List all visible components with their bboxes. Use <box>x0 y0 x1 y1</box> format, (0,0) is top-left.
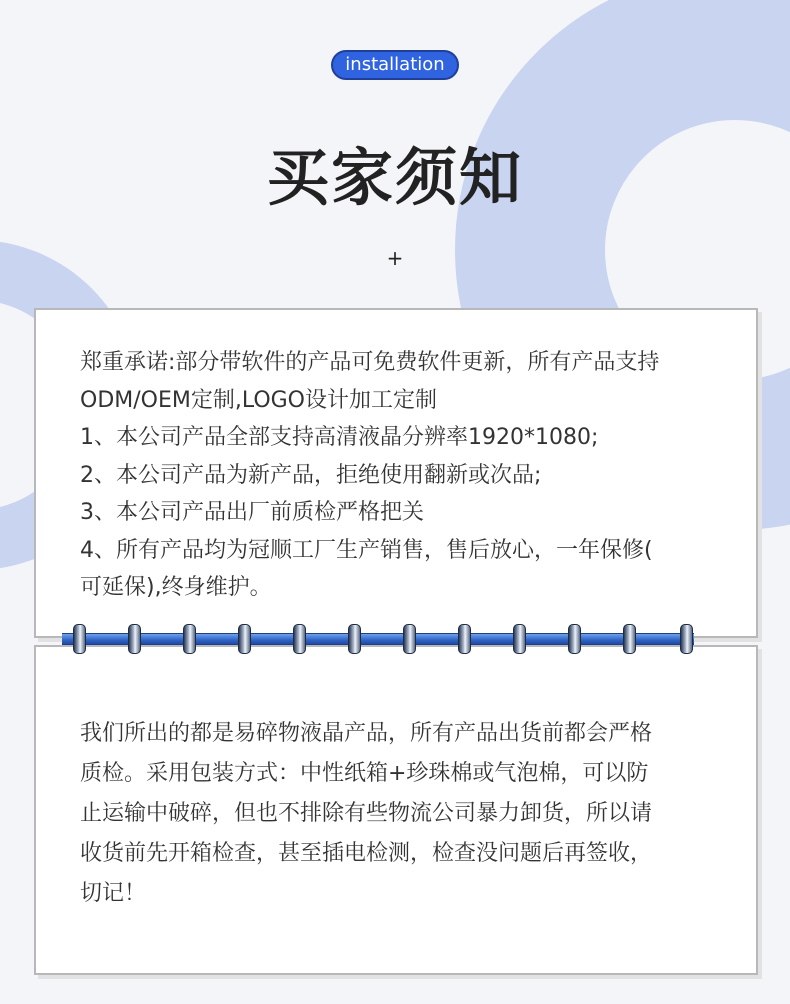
installation-badge: installation <box>331 50 459 80</box>
notice-line: 1、本公司产品全部支持高清液晶分辨率1920*1080; <box>80 425 599 450</box>
notice-line: 4、所有产品均为冠顺工厂生产销售，售后放心，一年保修( <box>80 537 653 563</box>
shipping-line: 切记！ <box>80 881 147 906</box>
shipping-line: 质检。采用包装方式：中性纸箱+珍珠棉或气泡棉，可以防 <box>80 761 649 786</box>
notice-text <box>80 344 730 607</box>
spiral-ring <box>73 624 86 654</box>
spiral-ring <box>680 624 693 654</box>
spiral-ring <box>183 624 196 654</box>
notice-line: ODM/OEM定制,LOGO设计加工定制 <box>80 387 437 413</box>
notice-line: 3、本公司产品出厂前质检严格把关 <box>80 500 424 525</box>
shipping-line: 止运输中破碎，但也不排除有些物流公司暴力卸货，所以请 <box>80 801 653 826</box>
notice-line: 2、本公司产品为新产品，拒绝使用翻新或次品; <box>80 462 542 488</box>
spiral-ring <box>238 624 251 654</box>
page-title: 买家须知 <box>266 141 523 214</box>
spiral-ring <box>128 624 141 654</box>
spiral-ring <box>513 624 526 654</box>
notice-line: 可延保),终身维护。 <box>80 575 272 600</box>
spiral-ring <box>623 624 636 654</box>
plus-mark: + <box>386 246 404 270</box>
spiral-ring <box>568 624 581 654</box>
shipping-line: 我们所出的都是易碎物液晶产品，所有产品出货前都会严格 <box>80 721 653 746</box>
spiral-ring <box>403 624 416 654</box>
spiral-ring <box>348 624 361 654</box>
shipping-line: 收货前先开箱检查，甚至插电检测，检查没问题后再签收， <box>80 841 653 866</box>
notice-line: 郑重承诺:部分带软件的产品可免费软件更新，所有产品支持 <box>80 350 660 375</box>
spiral-ring <box>293 624 306 654</box>
binding-bar <box>62 633 694 645</box>
shipping-text <box>80 714 730 914</box>
spiral-ring <box>458 624 471 654</box>
